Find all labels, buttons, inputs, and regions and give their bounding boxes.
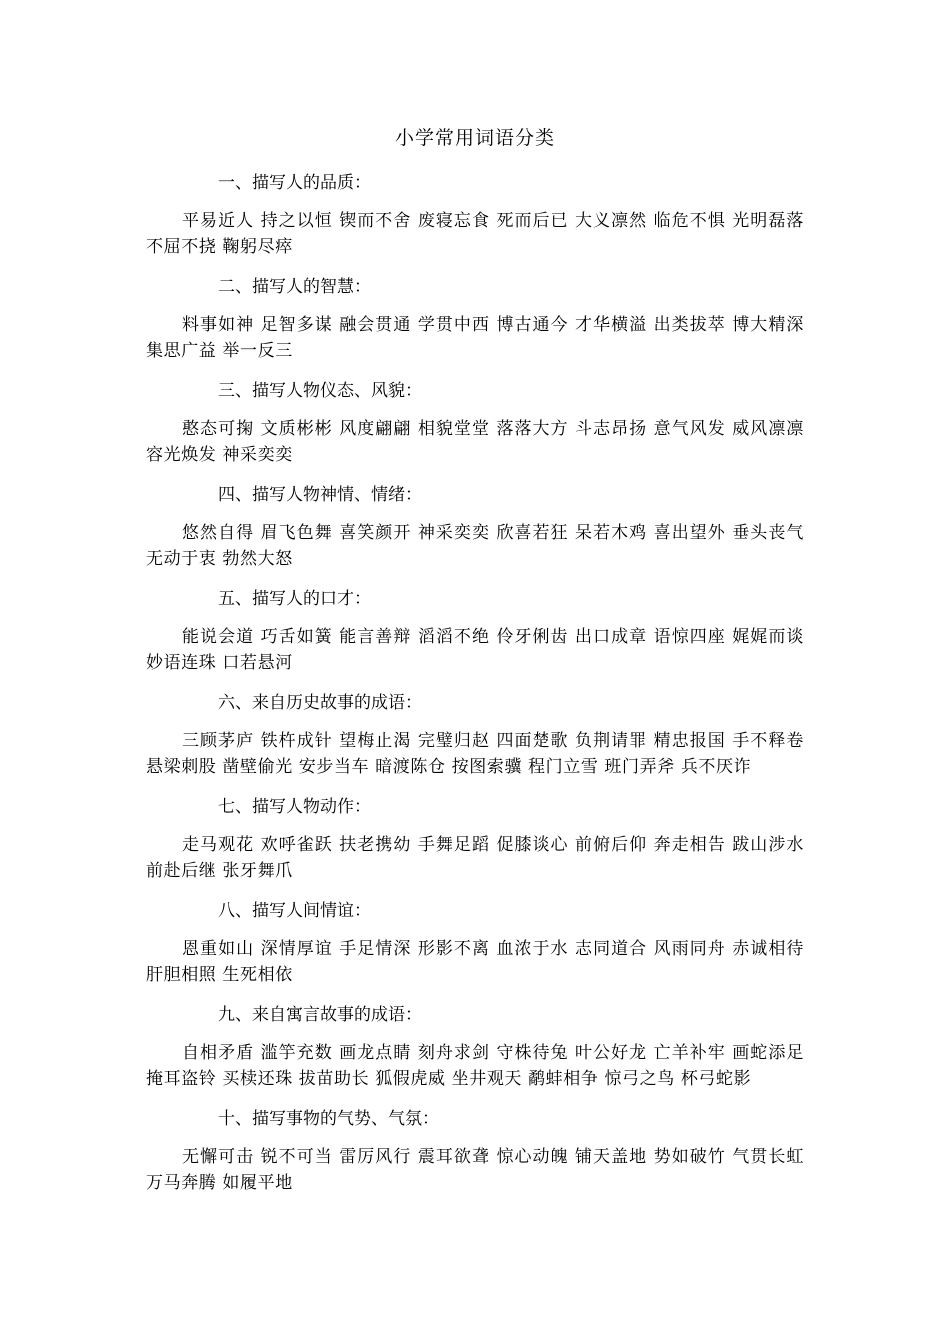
section-heading <box>146 482 804 508</box>
section-heading-text: 描写人物神情、情绪： <box>252 485 422 505</box>
section-1 <box>146 170 804 260</box>
section-body: 料事如神 足智多谋 融会贯通 学贯中西 博古通今 才华横溢 出类拔萃 博大精深 集思广益 举一反三 <box>146 315 804 361</box>
section-9 <box>146 1002 804 1092</box>
section-heading-text: 描写人的品质： <box>252 173 371 193</box>
section-heading-text: 描写人物仪态、风貌： <box>252 381 422 401</box>
section-heading <box>146 898 804 924</box>
section-heading-text: 来自历史故事的成语： <box>252 693 422 713</box>
section-10 <box>146 1106 804 1196</box>
document-title: 小学常用词语分类 <box>394 127 555 149</box>
section-heading-text: 描写人物动作： <box>252 797 371 817</box>
section-2 <box>146 274 804 364</box>
section-body: 能说会道 巧舌如簧 能言善辩 滔滔不绝 伶牙俐齿 出口成章 语惊四座 娓娓而谈 妙语连珠 口若悬河 <box>146 627 804 673</box>
section-body: 无懈可击 锐不可当 雷厉风行 震耳欲聋 惊心动魄 铺天盖地 势如破竹 气贯长虹 万马奔腾 如履平地 <box>146 1147 804 1193</box>
section-body: 悠然自得 眉飞色舞 喜笑颜开 神采奕奕 欣喜若狂 呆若木鸡 喜出望外 垂头丧气 无动于衷 勃然大怒 <box>146 523 804 569</box>
section-body: 恩重如山 深情厚谊 手足情深 形影不离 血浓于水 志同道合 风雨同舟 赤诚相待 肝胆相照 生死相依 <box>146 939 804 985</box>
section-5 <box>146 586 804 676</box>
section-heading <box>146 378 804 404</box>
section-body: 自相矛盾 滥竽充数 画龙点睛 刻舟求剑 守株待兔 叶公好龙 亡羊补牢 画蛇添足 掩耳盗铃 买椟还珠 拔苗助长 狐假虎威 坐井观天 鹬蚌相争 惊弓之鸟 杯弓蛇影 <box>146 1043 804 1089</box>
section-number: 十、 <box>218 1109 252 1129</box>
section-number: 七、 <box>218 797 252 817</box>
section-body: 走马观花 欢呼雀跃 扶老携幼 手舞足蹈 促膝谈心 前俯后仰 奔走相告 跋山涉水 前赴后继 张牙舞爪 <box>146 835 804 881</box>
section-heading <box>146 1002 804 1028</box>
section-heading <box>146 794 804 820</box>
section-number: 九、 <box>218 1005 252 1025</box>
document-page <box>146 124 804 1210</box>
section-heading-text: 描写事物的气势、气氛： <box>252 1109 439 1129</box>
section-number: 四、 <box>218 485 252 505</box>
section-number: 八、 <box>218 901 252 921</box>
section-heading <box>146 586 804 612</box>
section-heading <box>146 690 804 716</box>
section-number: 六、 <box>218 693 252 713</box>
section-4 <box>146 482 804 572</box>
section-body: 三顾茅庐 铁杵成针 望梅止渴 完璧归赵 四面楚歌 负荆请罪 精忠报国 手不释卷 悬梁刺股 凿壁偷光 安步当车 暗渡陈仓 按图索骥 程门立雪 班门弄斧 兵不厌诈 <box>146 731 804 777</box>
section-body: 平易近人 持之以恒 锲而不舍 废寝忘食 死而后已 大义凛然 临危不惧 光明磊落 不屈不挠 鞠躬尽瘁 <box>146 211 804 257</box>
section-heading <box>146 274 804 300</box>
section-8 <box>146 898 804 988</box>
section-number: 一、 <box>218 173 252 193</box>
section-heading-text: 描写人的口才： <box>252 589 371 609</box>
section-body: 憨态可掬 文质彬彬 风度翩翩 相貌堂堂 落落大方 斗志昂扬 意气风发 威风凛凛 容光焕发 神采奕奕 <box>146 419 804 465</box>
section-3 <box>146 378 804 468</box>
section-heading-text: 描写人的智慧： <box>252 277 371 297</box>
section-number: 三、 <box>218 381 252 401</box>
section-6 <box>146 690 804 780</box>
section-7 <box>146 794 804 884</box>
section-heading <box>146 1106 804 1132</box>
section-heading <box>146 170 804 196</box>
section-heading-text: 来自寓言故事的成语： <box>252 1005 422 1025</box>
section-number: 二、 <box>218 277 252 297</box>
section-number: 五、 <box>218 589 252 609</box>
section-heading-text: 描写人间情谊： <box>252 901 371 921</box>
